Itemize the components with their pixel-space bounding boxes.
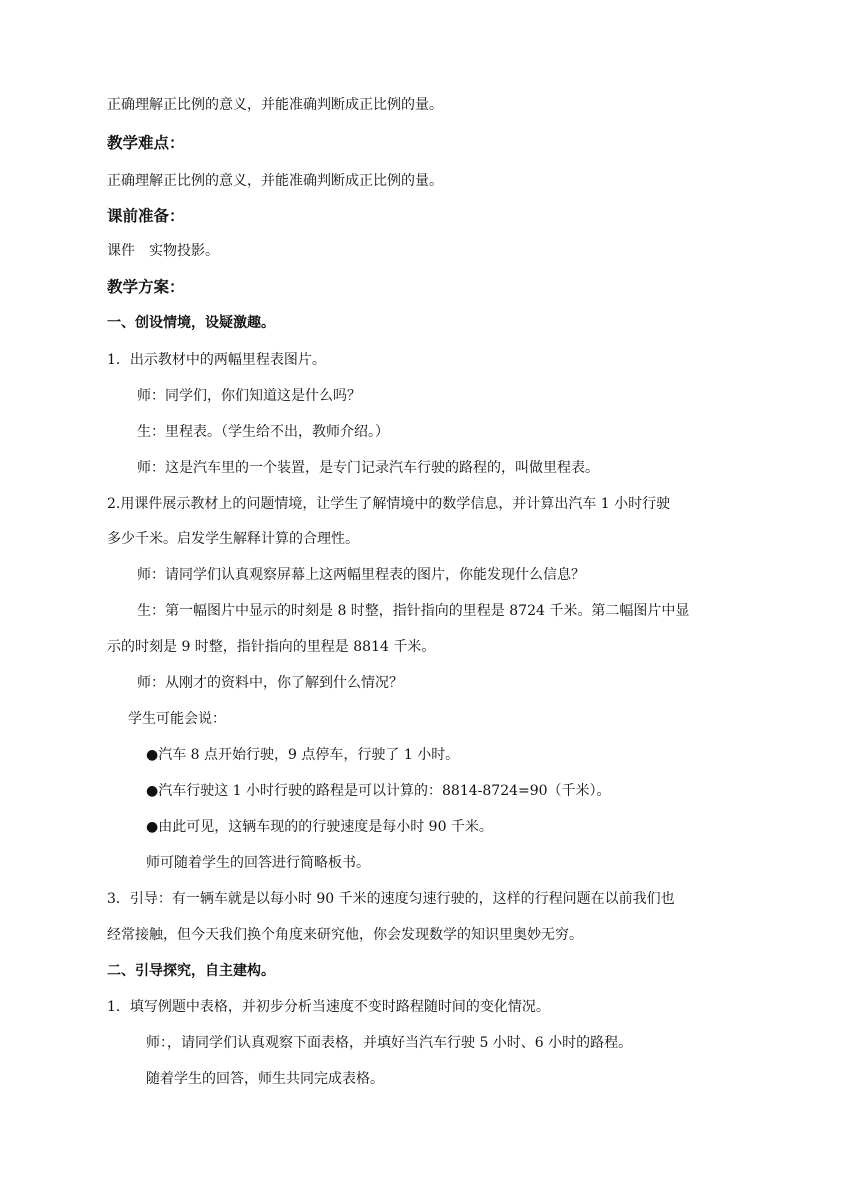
step-1-1: 1．出示教材中的两幅里程表图片。 xyxy=(107,352,326,368)
dialogue-teacher-5: 师：，请同学们认真观察下面表格，并填好当汽车行驶 5 小时、6 小时的路程。 xyxy=(146,1035,633,1051)
dialogue-student-1: 生：里程表。（学生给不出，教师介绍。） xyxy=(137,424,389,440)
step-1-3-line-2: 经常接触，但今天我们换个角度来研究他，你会发现数学的知识里奥妙无穷。 xyxy=(107,927,583,943)
dialogue-student-2-line-1: 生：第一幅图片中显示的时刻是 8 时整，指针指向的里程是 8724 千米。第二幅图片中显 xyxy=(137,603,690,619)
step-2-1: 1．填写例题中表格，并初步分析当速度不变时路程随时间的变化情况。 xyxy=(107,999,550,1015)
heading-preparation: 课前准备： xyxy=(107,207,185,225)
student-answers-intro: 学生可能会说： xyxy=(128,711,226,727)
paragraph-difficulty: 正确理解正比例的意义，并能准确判断成正比例的量。 xyxy=(107,173,443,189)
section-heading-2: 二、引导探究，自主建构。 xyxy=(107,963,275,979)
bullet-item: ●汽车行驶这 1 小时行驶的路程是可以计算的：8814-8724=90（千米）。 xyxy=(146,783,611,799)
step-1-2-line-2: 多少千米。启发学生解释计算的合理性。 xyxy=(107,531,359,547)
board-note: 师可随着学生的回答进行简略板书。 xyxy=(146,855,370,871)
dialogue-teacher-4: 师：从刚才的资料中，你了解到什么情况？ xyxy=(137,675,403,691)
bullet-item: ●由此可见，这辆车现的的行驶速度是每小时 90 千米。 xyxy=(146,819,493,835)
dialogue-teacher-3: 师：请同学们认真观察屏幕上这两幅里程表的图片，你能发现什么信息？ xyxy=(137,567,585,583)
step-1-2-line-1: 2.用课件展示教材上的问题情境，让学生了解情境中的数学信息，并计算出汽车 1 小时行驶 xyxy=(107,496,671,512)
bullet-item: ●汽车 8 点开始行驶，9 点停车，行驶了 1 小时。 xyxy=(146,747,460,763)
step-1-3-line-1: 3．引导：有一辆车就是以每小时 90 千米的速度匀速行驶的，这样的行程问题在以前我们也 xyxy=(107,891,675,907)
paragraph-key-point: 正确理解正比例的意义，并能准确判断成正比例的量。 xyxy=(107,97,443,113)
section-heading-1: 一、创设情境，设疑激趣。 xyxy=(107,315,275,331)
closing-note: 随着学生的回答，师生共同完成表格。 xyxy=(146,1071,384,1087)
paragraph-preparation: 课件 实物投影。 xyxy=(107,243,219,259)
dialogue-student-2-line-2: 示的时刻是 9 时整，指针指向的里程是 8814 千米。 xyxy=(107,639,436,655)
dialogue-teacher-2: 师：这是汽车里的一个装置，是专门记录汽车行驶的路程的，叫做里程表。 xyxy=(137,460,599,476)
dialogue-teacher-1: 师：同学们，你们知道这是什么吗？ xyxy=(137,388,361,404)
heading-teaching-plan: 教学方案： xyxy=(107,278,185,296)
heading-teaching-difficulty: 教学难点： xyxy=(107,134,185,152)
